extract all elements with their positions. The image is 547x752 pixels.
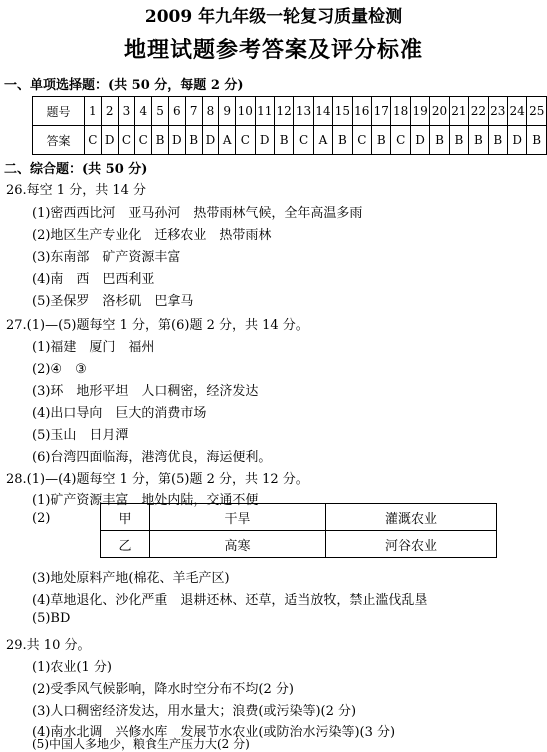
answer-cell: C [391,126,410,155]
answer-line: (1)农业(1 分) [32,660,112,675]
answer-line: (4)出口导向 巨大的消费市场 [32,406,207,421]
answer-cell: B [469,126,488,155]
table-cell: 河谷农业 [326,531,497,558]
answer-cell: D [255,126,274,155]
q27-heading: 27.(1)—(5)题每空 1 分，第(6)题 2 分，共 14 分。 [6,318,309,333]
question-number-cell: 1 [84,97,101,126]
answer-line: (1)矿产资源丰富 地处内陆，交通不便 [32,493,259,508]
answer-cell: D [101,126,118,155]
q29-heading: 29.共 10 分。 [6,638,91,653]
question-number-cell: 25 [527,97,547,126]
question-number-cell: 22 [469,97,488,126]
question-number-cell: 12 [274,97,293,126]
answer-cell: A [313,126,332,155]
answer-line: (2)受季风气候影响，降水时空分布不均(2 分) [32,682,294,697]
question-number-cell: 24 [507,97,526,126]
answer-cell: B [274,126,293,155]
answer-cell: C [236,126,255,155]
answer-cell: D [202,126,219,155]
answer-line: (5)BD [32,611,71,626]
table-row [101,531,497,558]
q26-heading: 26.每空 1 分，共 14 分 [6,183,147,198]
answer-cell: C [118,126,135,155]
answer-cell: B [185,126,202,155]
answer-cell: B [372,126,391,155]
q28-heading: 28.(1)—(4)题每空 1 分，第(5)题 2 分，共 12 分。 [6,472,309,487]
table-cell: 甲 [101,504,150,531]
answer-cell: B [152,126,169,155]
row-label: 答案 [33,126,85,155]
question-number-cell: 21 [449,97,468,126]
question-number-cell: 16 [352,97,371,126]
question-number-cell: 5 [152,97,169,126]
answer-cell: B [449,126,468,155]
question-number-cell: 8 [202,97,219,126]
answer-line: (5)圣保罗 洛杉矶 巴拿马 [32,294,194,309]
answer-cell: D [168,126,185,155]
page-title: 地理试题参考答案及评分标准 [123,37,423,63]
table-row [101,504,497,531]
answer-cell: D [507,126,526,155]
answer-line: (2) [32,511,51,526]
answer-cell: D [410,126,429,155]
answer-line: (4)南水北调 兴修水库 发展节水农业(或防治水污染等)(3 分) [32,725,396,740]
answer-cell: B [488,126,507,155]
answer-cell: C [135,126,152,155]
section1-heading: 一、单项选择题：(共 50 分，每题 2 分) [4,78,244,93]
q28-answer-table [100,503,497,558]
answer-line: (5)玉山 日月潭 [32,428,129,443]
exam-header: 2009 年九年级一轮复习质量检测 [144,7,403,27]
answer-line: (3)地处原料产地(棉花、羊毛产区) [32,571,230,586]
answer-cell: B [333,126,352,155]
question-number-cell: 4 [135,97,152,126]
row-label: 题号 [33,97,85,126]
answer-cell: C [352,126,371,155]
answer-cell: C [294,126,313,155]
question-number-cell: 3 [118,97,135,126]
answer-cell: B [527,126,547,155]
answer-line: (6)台湾四面临海，港湾优良，海运便利。 [32,450,272,465]
table-cell: 灌溉农业 [326,504,497,531]
question-number-cell: 6 [168,97,185,126]
answer-line: (3)东南部 矿产资源丰富 [32,250,181,265]
question-number-cell: 7 [185,97,202,126]
question-number-row [33,97,547,126]
answer-line: (5)中国人多地少，粮食生产压力大(2 分) [32,737,250,751]
answer-line: (1)密西西比河 亚马孙河 热带雨林气候，全年高温多雨 [32,206,363,221]
answer-line: (1)福建 厦门 福州 [32,340,155,355]
answer-line: (3)人口稠密经济发达，用水量大；浪费(或污染等)(2 分) [32,704,357,719]
question-number-cell: 2 [101,97,118,126]
question-number-cell: 9 [219,97,236,126]
question-number-cell: 19 [410,97,429,126]
table-cell: 乙 [101,531,150,558]
question-number-cell: 15 [333,97,352,126]
answer-row [33,126,547,155]
answer-cell: C [84,126,101,155]
answer-line: (4)南 西 巴西利亚 [32,272,155,287]
answer-line: (2)地区生产专业化 迁移农业 热带雨林 [32,228,272,243]
table-cell: 干旱 [150,504,326,531]
answer-line: (4)草地退化、沙化严重 退耕还林、还草，适当放牧，禁止滥伐乱垦 [32,593,428,608]
answer-cell: B [430,126,449,155]
question-number-cell: 17 [372,97,391,126]
question-number-cell: 10 [236,97,255,126]
table-cell: 高寒 [150,531,326,558]
question-number-cell: 18 [391,97,410,126]
question-number-cell: 11 [255,97,274,126]
answer-line: (3)环 地形平坦 人口稠密，经济发达 [32,384,259,399]
question-number-cell: 13 [294,97,313,126]
question-number-cell: 14 [313,97,332,126]
question-number-cell: 23 [488,97,507,126]
answer-key-table [32,96,547,155]
section2-heading: 二、综合题：(共 50 分) [4,162,148,177]
answer-cell: A [219,126,236,155]
question-number-cell: 20 [430,97,449,126]
answer-line: (2)④ ③ [32,362,87,377]
